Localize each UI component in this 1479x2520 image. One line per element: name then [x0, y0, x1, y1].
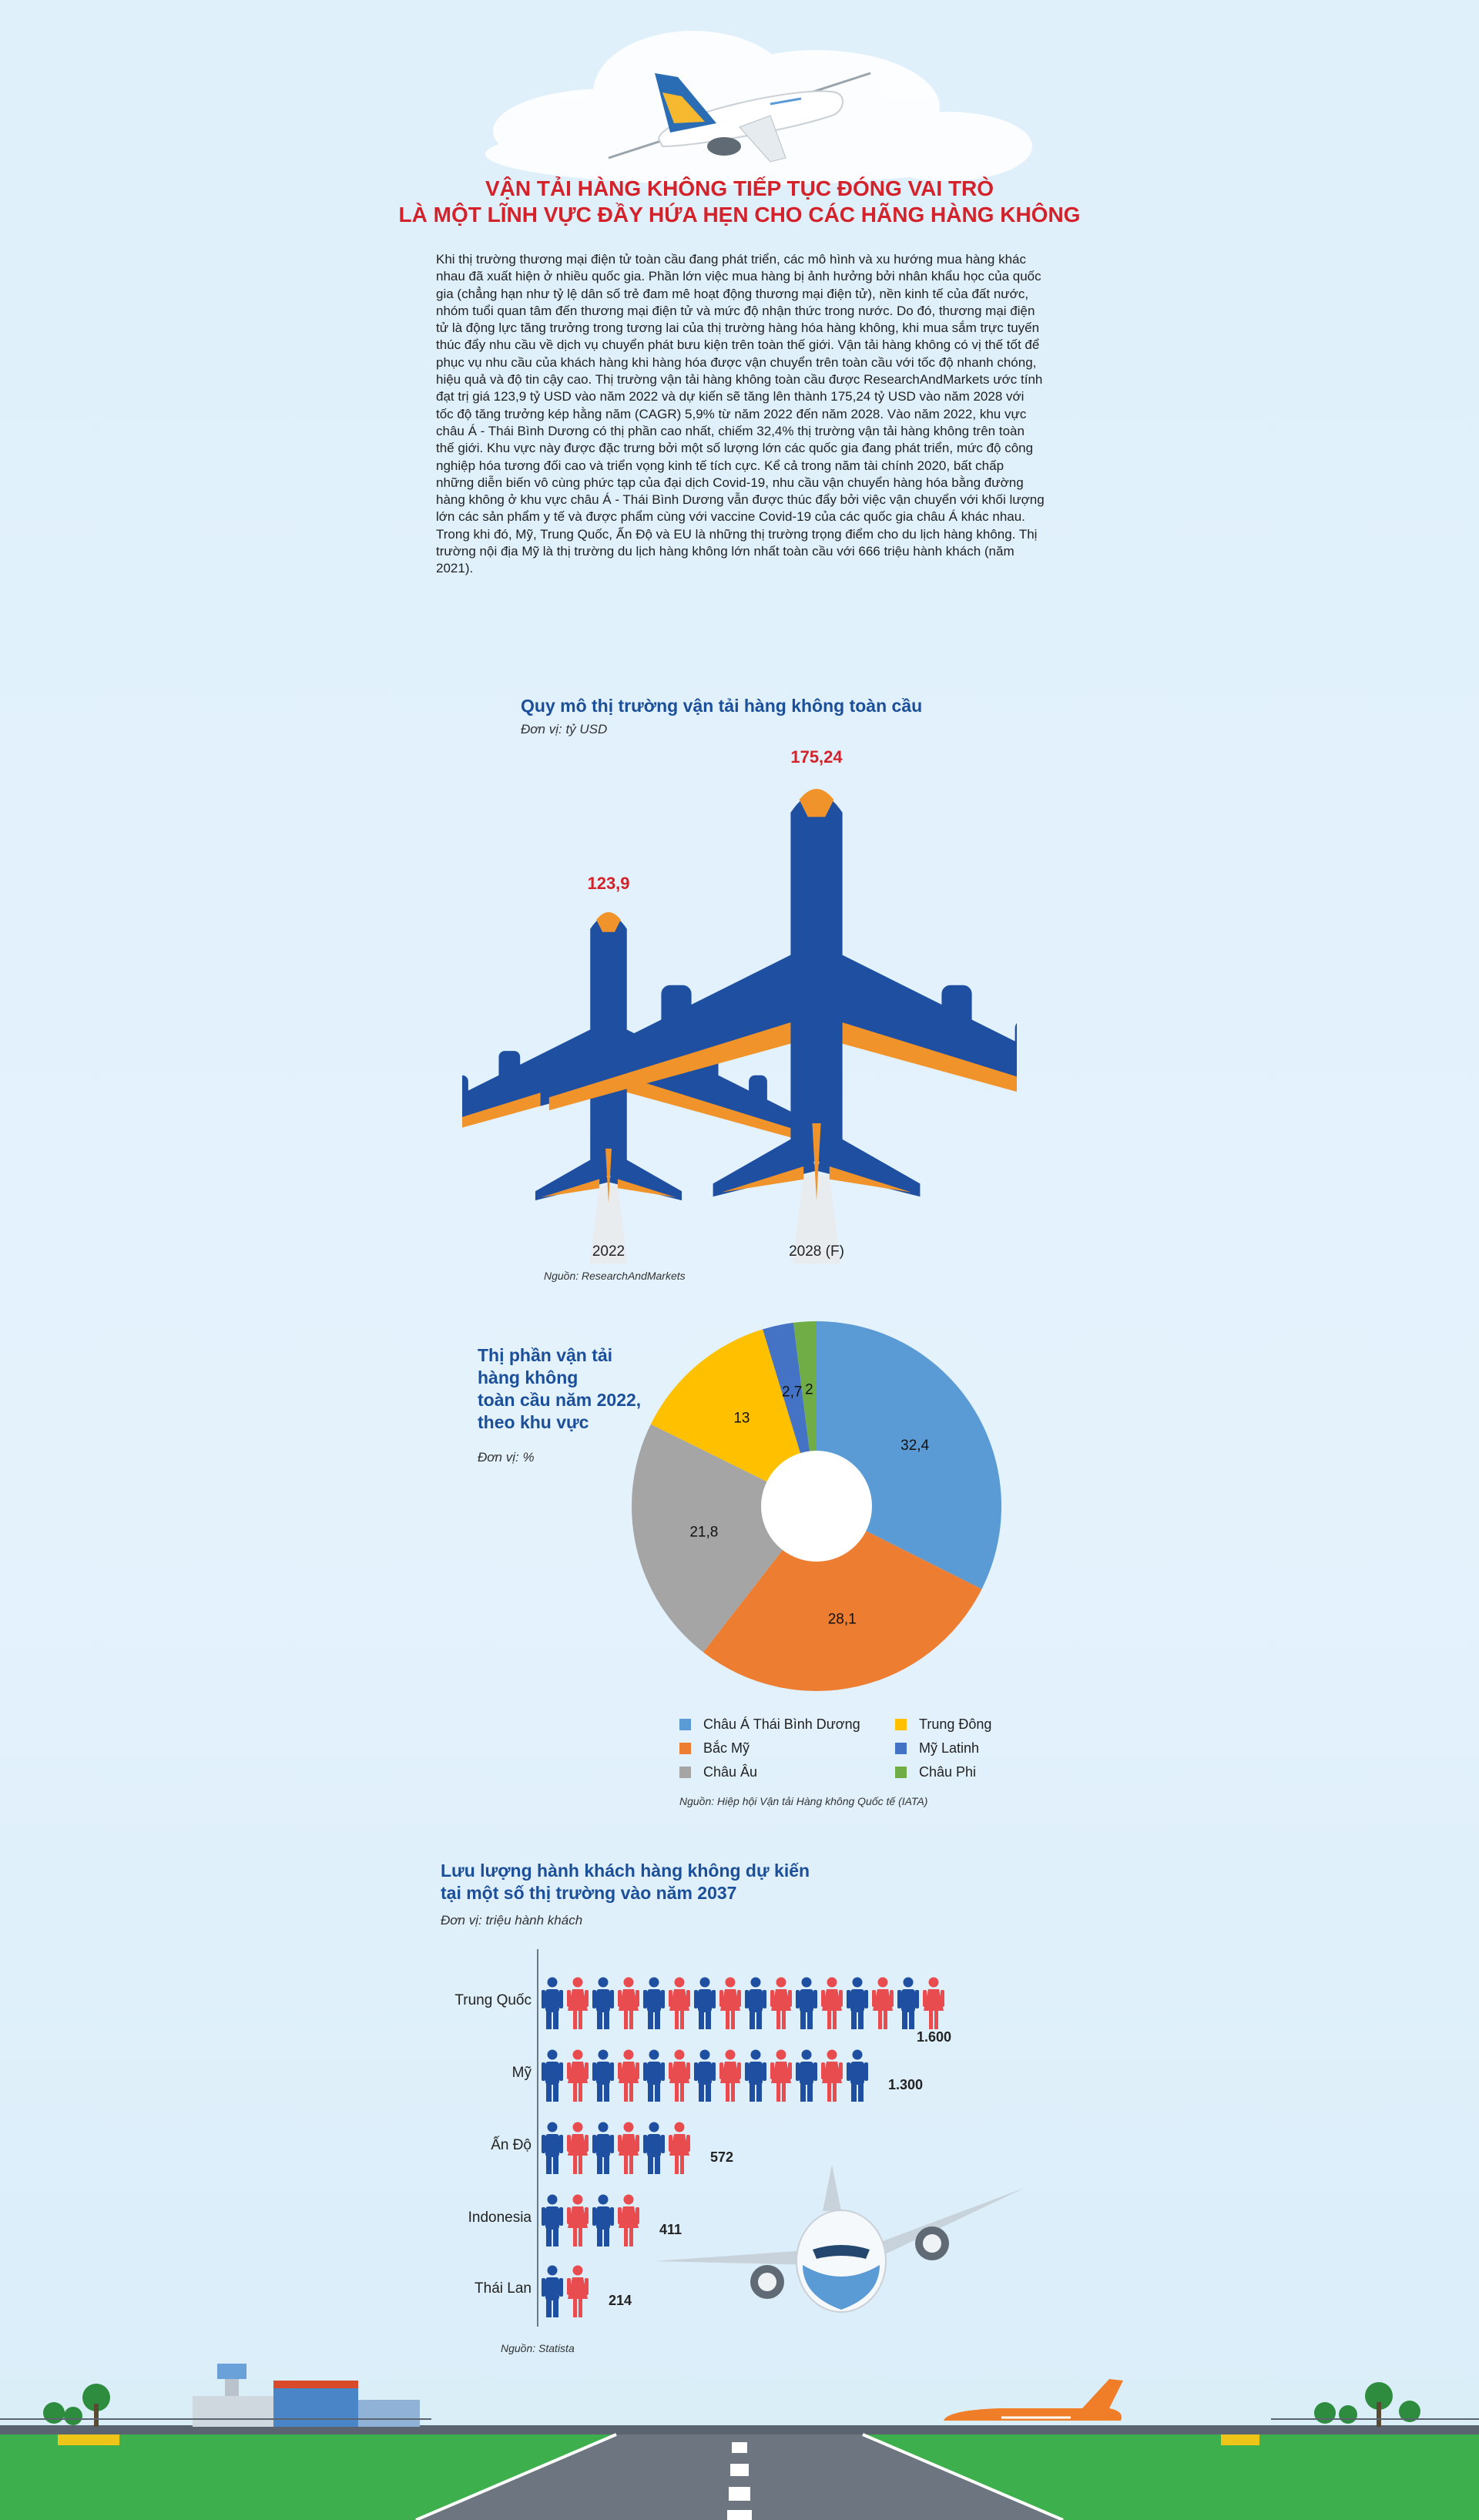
trees-right-icon	[1314, 2382, 1420, 2427]
pictogram-row	[541, 2194, 650, 2256]
chart3-title	[441, 1860, 810, 1904]
pie-legend	[679, 1716, 1034, 1780]
legend-label: Châu Á Thái Bình Dương	[703, 1716, 860, 1732]
legend-swatch	[895, 1743, 907, 1754]
orange-plane-icon	[944, 2379, 1123, 2421]
title-line-1: VẬN TẢI HÀNG KHÔNG TIẾP TỤC ĐÓNG VAI TRÒ	[485, 176, 994, 200]
pictogram-row-value: 1.300	[888, 2077, 924, 2092]
male-figure-icon	[542, 1978, 563, 2030]
market-size-chart	[462, 724, 1017, 1263]
legend-label: Châu Âu	[703, 1764, 758, 1780]
legend-item	[679, 1716, 895, 1733]
pie-hole	[761, 1451, 872, 1562]
legend-item	[679, 1740, 895, 1757]
male-figure-icon	[745, 2050, 766, 2102]
airliner-front-icon	[639, 2157, 1048, 2327]
female-figure-icon	[618, 1978, 639, 2030]
male-figure-icon	[796, 1978, 817, 2030]
female-figure-icon	[567, 2266, 589, 2318]
pictogram-row-label: Mỹ	[511, 2065, 532, 2081]
legend-item	[895, 1740, 1034, 1757]
female-figure-icon	[872, 1978, 894, 2030]
market-share-pie	[616, 1310, 1017, 1710]
chart1-source: Nguồn: ResearchAndMarkets	[544, 1270, 686, 1282]
legend-label: Châu Phi	[919, 1764, 977, 1780]
plane-category-label: 2022	[592, 1243, 625, 1260]
male-figure-icon	[592, 2122, 614, 2175]
female-figure-icon	[567, 2195, 589, 2247]
pictogram-row-value: 214	[609, 2293, 632, 2308]
male-figure-icon	[847, 1978, 868, 2030]
pictogram-row-label: Thái Lan	[475, 2280, 532, 2297]
control-tower-icon	[193, 2364, 277, 2427]
chart3-unit: Đơn vị: triệu hành khách	[441, 1913, 583, 1928]
legend-swatch	[679, 1743, 691, 1754]
male-figure-icon	[542, 2266, 563, 2318]
male-figure-icon	[542, 2195, 563, 2247]
chart2-title-line-1: Thị phần vận tải	[478, 1345, 613, 1365]
male-figure-icon	[542, 2122, 563, 2175]
female-figure-icon	[770, 1978, 792, 2030]
female-figure-icon	[719, 2050, 741, 2102]
legend-label: Trung Đông	[919, 1716, 992, 1732]
chart2-unit: Đơn vị: %	[478, 1450, 535, 1465]
female-figure-icon	[618, 2122, 639, 2175]
plane-category-label: 2028 (F)	[789, 1243, 844, 1260]
trees-left-icon	[43, 2384, 110, 2427]
female-figure-icon	[770, 2050, 792, 2102]
female-figure-icon	[821, 2050, 843, 2102]
pie-value-label: 28,1	[827, 1611, 857, 1628]
pictogram-row-label: Trung Quốc	[454, 1992, 532, 2008]
male-figure-icon	[897, 1978, 919, 2030]
pictogram-row	[541, 2049, 879, 2111]
chart2-title-line-2: hàng không	[478, 1367, 579, 1388]
title-line-2: LÀ MỘT LĨNH VỰC ĐẦY HỨA HẸN CHO CÁC HÃNG HÀNG KHÔNG	[398, 203, 1081, 226]
pie-value-label: 32,4	[900, 1438, 930, 1455]
pictogram-row-value: 411	[659, 2222, 682, 2237]
pie-value-label: 21,8	[689, 1524, 719, 1541]
chart2-title-line-3: toàn cầu năm 2022,	[478, 1390, 642, 1410]
female-figure-icon	[618, 2195, 639, 2247]
chart3-title-line-2: tại một số thị trường vào năm 2037	[441, 1883, 737, 1903]
female-figure-icon	[618, 2050, 639, 2102]
pie-value-label: 2,7	[782, 1384, 803, 1401]
chart3-title-line-1: Lưu lượng hành khách hàng không dự kiến	[441, 1861, 810, 1881]
legend-swatch	[679, 1767, 691, 1778]
pictogram-row	[541, 2265, 599, 2327]
female-figure-icon	[567, 2122, 589, 2175]
female-figure-icon	[669, 2050, 690, 2102]
male-figure-icon	[643, 1978, 665, 2030]
pictogram-row-value: 1.600	[917, 2029, 952, 2045]
legend-label: Bắc Mỹ	[703, 1740, 750, 1756]
female-figure-icon	[719, 1978, 741, 2030]
legend-swatch	[679, 1719, 691, 1730]
plane-value-label: 175,24	[790, 747, 843, 767]
legend-item	[679, 1764, 895, 1780]
male-figure-icon	[847, 2050, 868, 2102]
male-figure-icon	[745, 1978, 766, 2030]
pictogram-row-label: Ấn Độ	[491, 2137, 532, 2153]
male-figure-icon	[592, 2195, 614, 2247]
pictogram-row-label: Indonesia	[468, 2210, 532, 2226]
pie-value-label: 2	[805, 1381, 813, 1398]
plane-value-label: 123,9	[587, 874, 630, 894]
male-figure-icon	[643, 2050, 665, 2102]
runway-sign-left	[58, 2434, 119, 2445]
plane-bar	[462, 912, 803, 1263]
female-figure-icon	[567, 2050, 589, 2102]
male-figure-icon	[694, 2050, 716, 2102]
chart2-source: Nguồn: Hiệp hội Vận tải Hàng không Quốc tế (IATA)	[679, 1795, 928, 1807]
male-figure-icon	[542, 2050, 563, 2102]
legend-label: Mỹ Latinh	[919, 1740, 980, 1756]
page-title	[0, 176, 1479, 228]
chart2-title-line-4: theo khu vực	[478, 1412, 589, 1432]
pictogram-row	[541, 1977, 955, 2038]
legend-item	[895, 1764, 1034, 1780]
male-figure-icon	[694, 1978, 716, 2030]
chart3-source: Nguồn: Statista	[501, 2342, 575, 2354]
airport-ground	[0, 2357, 1479, 2520]
female-figure-icon	[923, 1978, 944, 2030]
chart1-unit: Đơn vị: tỷ USD	[521, 722, 608, 737]
female-figure-icon	[821, 1978, 843, 2030]
legend-swatch	[895, 1719, 907, 1730]
female-figure-icon	[567, 1978, 589, 2030]
intro-paragraph: Khi thị trường thương mại điện tử toàn cầu đang phát triển, các mô hình và xu hướng mua hàng khác nhau đã xuất hiện ở nhiều quốc gia. Phần lớn việc mua hàng bị ảnh hưởng bởi nhân khẩu học của quốc gia (chẳng hạn như tỷ lệ dân số trẻ đam mê hoạt động thương mại điện tử), nền kinh tế của đất nước, nhóm tuổi quan tâm đến thương mại điện tử và mức độ nhận thức trong nước. Do đó, thương mại điện tử là động lực tăng trưởng trong tương lai của thị trường hàng hóa hàng không, khi mua sắm trực tuyến thúc đẩy nhu cầu về dịch vụ chuyển phát bưu kiện trên toàn thế giới. Vận tải hàng không có vị thế tốt để phục vụ nhu cầu của khách hàng khi hàng hóa được vận chuyển trên toàn cầu với tốc độ nhanh chóng, hiệu quả và độ tin cậy cao. Thị trường vận tải hàng không toàn cầu được ResearchAndMarkets ước tính đạt trị giá 123,9 tỷ USD vào năm 2022 và dự kiến sẽ tăng lên thành 175,24 tỷ USD vào năm 2028 với tốc độ tăng trưởng kép hằng năm (CAGR) 5,9% từ năm 2022 đến năm 2028. Vào năm 2022, khu vực châu Á - Thái Bình Dương có thị phần cao nhất, chiếm 32,4% thị trường vận tải hàng không trên toàn thế giới. Khu vực này được đặc trưng bởi một số lượng lớn các quốc gia đang phát triển, mức độ công nghiệp hóa tương đối cao và triển vọng kinh tế tích cực. Kể cả trong năm tài chính 2020, bất chấp những diễn biến vô cùng phức tạp của đại dịch Covid-19, nhu cầu vận chuyển hàng hóa bằng đường hàng không ở khu vực châu Á - Thái Bình Dương vẫn được thúc đẩy bởi việc vận chuyển với khối lượng lớn các sản phẩm y tế và được phẩm cùng với vaccine Covid-19 của các quốc gia châu Á khác nhau. Trong khi đó, Mỹ, Trung Quốc, Ấn Độ và EU là những thị trường trọng điểm cho du lịch hàng không. Thị trường nội địa Mỹ là thị trường du lịch hàng không lớn nhất toàn cầu với 666 triệu hành khách (năm 2021).	[436, 252, 1045, 576]
pie-value-label: 13	[733, 1410, 750, 1427]
male-figure-icon	[592, 1978, 614, 2030]
runway-sign-right	[1221, 2434, 1259, 2445]
chart1-title: Quy mô thị trường vận tải hàng không toàn cầu	[521, 696, 923, 716]
legend-swatch	[895, 1767, 907, 1778]
male-figure-icon	[592, 2050, 614, 2102]
male-figure-icon	[796, 2050, 817, 2102]
female-figure-icon	[669, 1978, 690, 2030]
legend-item	[895, 1716, 1034, 1733]
pictogram-row-value: 572	[710, 2149, 734, 2165]
